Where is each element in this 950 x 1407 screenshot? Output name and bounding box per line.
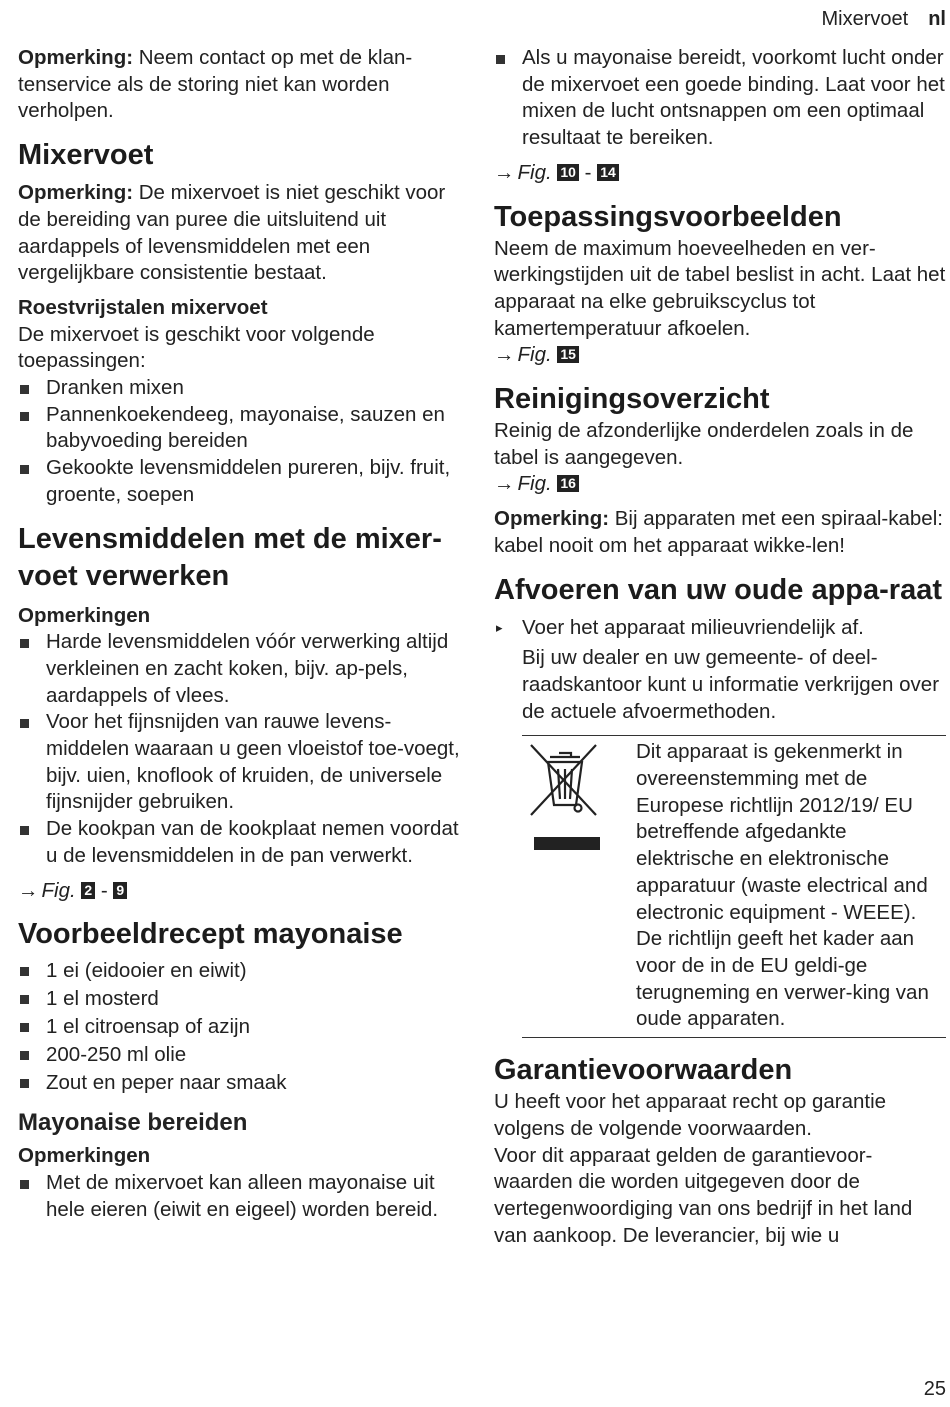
intro-note bbox=[18, 45, 470, 125]
header-language: nl bbox=[928, 8, 946, 30]
heading-afvoeren: Afvoeren van uw oude appa-raat bbox=[494, 573, 942, 606]
verwerken-list bbox=[18, 629, 470, 869]
spiraalkabel-note-text: Bij apparaten met een spiraal-kabel: kabel nooit om het apparaat wikke-len! bbox=[494, 507, 943, 557]
subheading-opmerkingen-1: Opmerkingen bbox=[18, 603, 151, 627]
right-column bbox=[494, 45, 946, 1249]
mixervoet-note-text: De mixervoet is niet geschikt voor de bereiding van puree die uitsluitend uit aardappels of levensmiddelen met een vergelijkbare consistentie bestaat. bbox=[18, 181, 446, 285]
intro-note-text: Neem contact op met de klan-tenservice als de storing niet kan worden verholpen. bbox=[18, 46, 413, 123]
list-item: Voor het fijnsnijden van rauwe levens-middelen waaraan u geen vloeistof toe-voegt, bijv. uien, knoflook of kruiden, de universele fijnsnijder gebruiken. bbox=[18, 709, 470, 816]
heading-verwerken: Levensmiddelen met de mixer-voet verwerken bbox=[18, 522, 442, 592]
fig-number: 14 bbox=[597, 164, 619, 181]
fig-number: 9 bbox=[113, 882, 127, 899]
crossed-out-bin-icon bbox=[528, 741, 602, 851]
arrow-right-icon: → bbox=[494, 472, 515, 496]
subheading-rvs: Roestvrijstalen mixervoet bbox=[18, 295, 268, 319]
list-item: 1 el citroensap of azijn bbox=[18, 1013, 470, 1041]
subheading-bereiden: Mayonaise bereiden bbox=[18, 1109, 248, 1137]
fig-number: 15 bbox=[557, 346, 579, 363]
figure-reference-3 bbox=[494, 342, 946, 369]
list-item: 1 ei (eidooier en eiwit) bbox=[18, 957, 470, 985]
intro-note-label: Opmerking: bbox=[18, 46, 134, 69]
figure-reference-2 bbox=[494, 160, 946, 187]
fig-number: 2 bbox=[81, 882, 95, 899]
reiniging-text: Reinig de afzonderlijke onderdelen zoals in de tabel is aangegeven. bbox=[494, 419, 914, 469]
header-section: Mixervoet bbox=[821, 8, 909, 30]
list-item: Harde levensmiddelen vóór verwerking altijd verkleinen en zacht koken, bijv. ap-pels, aardappels of vlees. bbox=[18, 629, 470, 709]
heading-reiniging: Reinigingsoverzicht bbox=[494, 383, 770, 416]
mixervoet-note-label: Opmerking: bbox=[18, 181, 134, 205]
fig-separator: - bbox=[584, 160, 592, 184]
figure-reference-4 bbox=[494, 471, 946, 498]
list-item: Met de mixervoet kan alleen mayonaise uit hele eieren (eiwit en eigeel) worden bereid. bbox=[18, 1170, 470, 1223]
page-number: 25 bbox=[923, 1378, 946, 1400]
spiraalkabel-note-label: Opmerking: bbox=[494, 507, 610, 531]
left-column bbox=[18, 45, 470, 1223]
garantie-text-2: Voor dit apparaat gelden de garantievoor-waarden die worden uitgegeven door de vertegenwoordiging van ons bedrijf in het land van aankoop. De leverancier, bij wie u bbox=[494, 1143, 913, 1247]
list-item: Gekookte levensmiddelen pureren, bijv. fruit, groente, soepen bbox=[18, 455, 470, 508]
heading-mixervoet: Mixervoet bbox=[18, 139, 154, 172]
weee-box bbox=[522, 735, 946, 1038]
afvoeren-text: Bij uw dealer en uw gemeente- of deel-raadskantoor kunt u informatie verkrijgen over de actuele afvoermethoden. bbox=[522, 646, 940, 723]
list-item: Dranken mixen bbox=[18, 375, 470, 402]
triangle-bullet-icon: ▸ bbox=[496, 619, 503, 635]
garantie-text-1: U heeft voor het apparaat recht op garantie volgens de volgende voorwaarden. bbox=[494, 1090, 887, 1140]
fig-number: 10 bbox=[557, 164, 579, 181]
arrow-right-icon: → bbox=[18, 878, 39, 902]
list-item: 1 el mosterd bbox=[18, 985, 470, 1013]
weee-text bbox=[636, 739, 946, 1033]
weee-text-2: De richtlijn geeft het kader aan voor de in de EU geldi-ge terugneming en verwer-king van oude apparaten. bbox=[636, 927, 929, 1031]
fig-number: 16 bbox=[557, 475, 579, 492]
list-item: 200-250 ml olie bbox=[18, 1041, 470, 1069]
fig-label: Fig. bbox=[517, 160, 552, 184]
afvoeren-step bbox=[494, 615, 946, 642]
bereiden-list bbox=[18, 1170, 470, 1223]
heading-recept: Voorbeeldrecept mayonaise bbox=[18, 918, 403, 951]
fig-label: Fig. bbox=[517, 343, 552, 367]
rvs-list bbox=[18, 375, 470, 509]
heading-garantie: Garantievoorwaarden bbox=[494, 1054, 793, 1087]
spiraalkabel-note bbox=[494, 506, 946, 559]
weee-text-1: Dit apparaat is gekenmerkt in overeenstemming met de Europese richtlijn 2012/19/ EU betreffende afgedankte elektrische en elektronische apparatuur (waste electrical and electronic equipment - WEEE). bbox=[636, 740, 928, 924]
fig-label: Fig. bbox=[41, 878, 76, 902]
weee-icon-cell bbox=[522, 739, 636, 1033]
lucht-list bbox=[494, 45, 946, 152]
arrow-right-icon: → bbox=[494, 160, 515, 184]
fig-separator: - bbox=[100, 878, 108, 902]
rvs-text: De mixervoet is geschikt voor volgende toepassingen: bbox=[18, 322, 375, 373]
list-item: Zout en peper naar smaak bbox=[18, 1069, 470, 1097]
fig-label: Fig. bbox=[517, 472, 552, 496]
arrow-right-icon: → bbox=[494, 343, 515, 367]
page-header bbox=[822, 8, 946, 31]
toepassing-text: Neem de maximum hoeveelheden en ver-werkingstijden uit de tabel beslist in acht. Laat het apparaat na elke gebruikscyclus tot kamertemperatuur afkoelen. bbox=[494, 236, 946, 340]
afvoeren-step-text: Voer het apparaat milieuvriendelijk af. bbox=[522, 615, 864, 639]
list-item: Als u mayonaise bereidt, voorkomt lucht onder de mixervoet een goede binding. Laat voor het mixen de lucht ontsnappen om een optimaal resultaat te bereiken. bbox=[494, 45, 946, 152]
mixervoet-note bbox=[18, 180, 470, 287]
heading-toepassing: Toepassingsvoorbeelden bbox=[494, 200, 842, 233]
subheading-opmerkingen-2: Opmerkingen bbox=[18, 1144, 151, 1168]
list-item: De kookpan van de kookplaat nemen voordat u de levensmiddelen in de pan verwerkt. bbox=[18, 816, 470, 869]
recept-list bbox=[18, 957, 470, 1097]
figure-reference-1 bbox=[18, 878, 470, 905]
list-item: Pannenkoekendeeg, mayonaise, sauzen en babyvoeding bereiden bbox=[18, 402, 470, 455]
